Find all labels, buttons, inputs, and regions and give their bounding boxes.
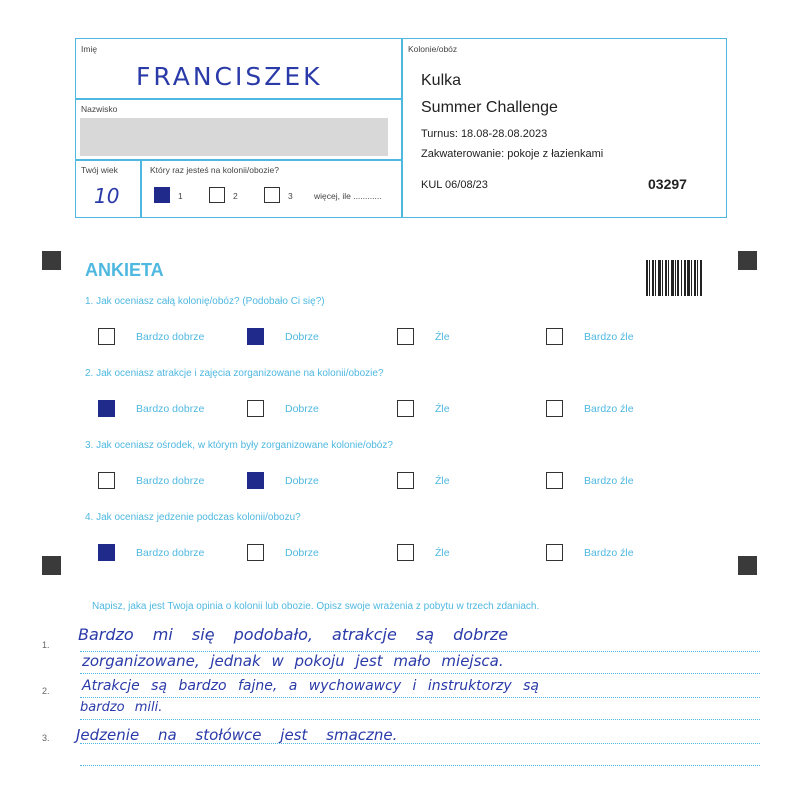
- question-3-bardzo-zle-label: Bardzo źle: [584, 475, 634, 487]
- question-4-dobrze-checkbox[interactable]: [247, 544, 264, 561]
- visit-3-checkbox[interactable]: [264, 187, 280, 203]
- visit-2-label: 2: [233, 191, 238, 201]
- header-divider: [401, 38, 403, 218]
- opinion-text-1[interactable]: Bardzo mi się podobało, atrakcje są dobrze: [78, 625, 509, 644]
- question-2-bardzo-dobrze-label: Bardzo dobrze: [136, 403, 205, 415]
- question-2-dobrze-label: Dobrze: [285, 403, 319, 415]
- opinion-prompt: Napisz, jaka jest Twoja opinia o kolonii lub obozie. Opisz swoje wrażenia z pobytu w trzech zdaniach.: [92, 601, 540, 612]
- imie-label: Imię: [81, 44, 98, 54]
- question-1-bardzo-zle-checkbox[interactable]: [546, 328, 563, 345]
- age-divider: [140, 159, 142, 218]
- line-number-3: 3.: [42, 733, 50, 743]
- question-4-bardzo-zle-label: Bardzo źle: [584, 547, 634, 559]
- question-4-bardzo-zle-checkbox[interactable]: [546, 544, 563, 561]
- writing-line-4: [80, 719, 760, 720]
- opinion-text-5[interactable]: Jedzenie na stołówce jest smaczne.: [76, 726, 398, 744]
- question-4-dobrze-label: Dobrze: [285, 547, 319, 559]
- alignment-marker-top-left: [42, 251, 61, 270]
- nazwisko-redacted: [80, 118, 388, 156]
- visit-1-checkbox[interactable]: [154, 187, 170, 203]
- form-number: 03297: [648, 176, 687, 192]
- wiek-label: Twój wiek: [81, 165, 118, 175]
- question-1-bardzo-zle-label: Bardzo źle: [584, 331, 634, 343]
- question-3-bardzo-zle-checkbox[interactable]: [546, 472, 563, 489]
- question-2-text: 2. Jak oceniasz atrakcje i zajęcia zorganizowane na kolonii/obozie?: [85, 368, 384, 379]
- writing-line-2: [80, 673, 760, 674]
- question-2-zle-label: Źle: [435, 403, 450, 415]
- wiecej-label: więcej, ile ............: [314, 191, 382, 201]
- question-3-bardzo-dobrze-checkbox[interactable]: [98, 472, 115, 489]
- question-1-zle-checkbox[interactable]: [397, 328, 414, 345]
- question-2-bardzo-zle-checkbox[interactable]: [546, 400, 563, 417]
- name-divider: [75, 98, 401, 100]
- question-3-dobrze-label: Dobrze: [285, 475, 319, 487]
- question-2-zle-checkbox[interactable]: [397, 400, 414, 417]
- question-1-dobrze-checkbox[interactable]: [247, 328, 264, 345]
- visit-3-label: 3: [288, 191, 293, 201]
- question-1-zle-label: Źle: [435, 331, 450, 343]
- writing-line-3: [80, 697, 760, 698]
- line-number-2: 2.: [42, 686, 50, 696]
- question-2-bardzo-zle-label: Bardzo źle: [584, 403, 634, 415]
- question-4-bardzo-dobrze-label: Bardzo dobrze: [136, 547, 205, 559]
- alignment-marker-top-right: [738, 251, 757, 270]
- question-1-bardzo-dobrze-label: Bardzo dobrze: [136, 331, 205, 343]
- zakwaterowanie-text: Zakwaterowanie: pokoje z łazienkami: [421, 148, 604, 160]
- question-2-bardzo-dobrze-checkbox[interactable]: [98, 400, 115, 417]
- alignment-marker-bottom-left: [42, 556, 61, 575]
- question-4-bardzo-dobrze-checkbox[interactable]: [98, 544, 115, 561]
- visit-2-checkbox[interactable]: [209, 187, 225, 203]
- question-3-text: 3. Jak oceniasz ośrodek, w którym były zorganizowane kolonie/obóz?: [85, 440, 393, 451]
- question-2-dobrze-checkbox[interactable]: [247, 400, 264, 417]
- question-1-text: 1. Jak oceniasz całą kolonię/obóz? (Podobało Ci się?): [85, 296, 325, 307]
- barcode-icon: [646, 260, 702, 296]
- survey-title: ANKIETA: [85, 260, 164, 280]
- wiek-value[interactable]: 10: [94, 184, 120, 208]
- question-3-dobrze-checkbox[interactable]: [247, 472, 264, 489]
- opinion-text-2[interactable]: zorganizowane, jednak w pokoju jest mało miejsca.: [82, 652, 504, 670]
- question-4-text: 4. Jak oceniasz jedzenie podczas kolonii/obozu?: [85, 512, 301, 523]
- writing-line-6: [80, 765, 760, 766]
- question-3-zle-label: Źle: [435, 475, 450, 487]
- camp-name-1: Kulka: [421, 72, 462, 89]
- ktory-raz-label: Który raz jesteś na kolonii/obozie?: [150, 165, 279, 175]
- question-3-zle-checkbox[interactable]: [397, 472, 414, 489]
- nazwisko-label: Nazwisko: [81, 104, 118, 114]
- question-4-zle-checkbox[interactable]: [397, 544, 414, 561]
- camp-code: KUL 06/08/23: [421, 179, 488, 191]
- question-1-dobrze-label: Dobrze: [285, 331, 319, 343]
- question-4-zle-label: Źle: [435, 547, 450, 559]
- question-3-bardzo-dobrze-label: Bardzo dobrze: [136, 475, 205, 487]
- imie-value[interactable]: FRANCISZEK: [136, 62, 323, 91]
- kolonia-label: Kolonie/obóz: [408, 44, 458, 54]
- alignment-marker-bottom-right: [738, 556, 757, 575]
- visit-1-label: 1: [178, 191, 183, 201]
- opinion-text-3[interactable]: Atrakcje są bardzo fajne, a wychowawcy i instruktorzy są: [82, 678, 539, 694]
- opinion-text-4[interactable]: bardzo mili.: [80, 700, 163, 715]
- surname-divider: [75, 159, 401, 161]
- line-number-1: 1.: [42, 640, 50, 650]
- camp-name-2: Summer Challenge: [421, 99, 558, 116]
- turnus-text: Turnus: 18.08-28.08.2023: [421, 128, 548, 140]
- question-1-bardzo-dobrze-checkbox[interactable]: [98, 328, 115, 345]
